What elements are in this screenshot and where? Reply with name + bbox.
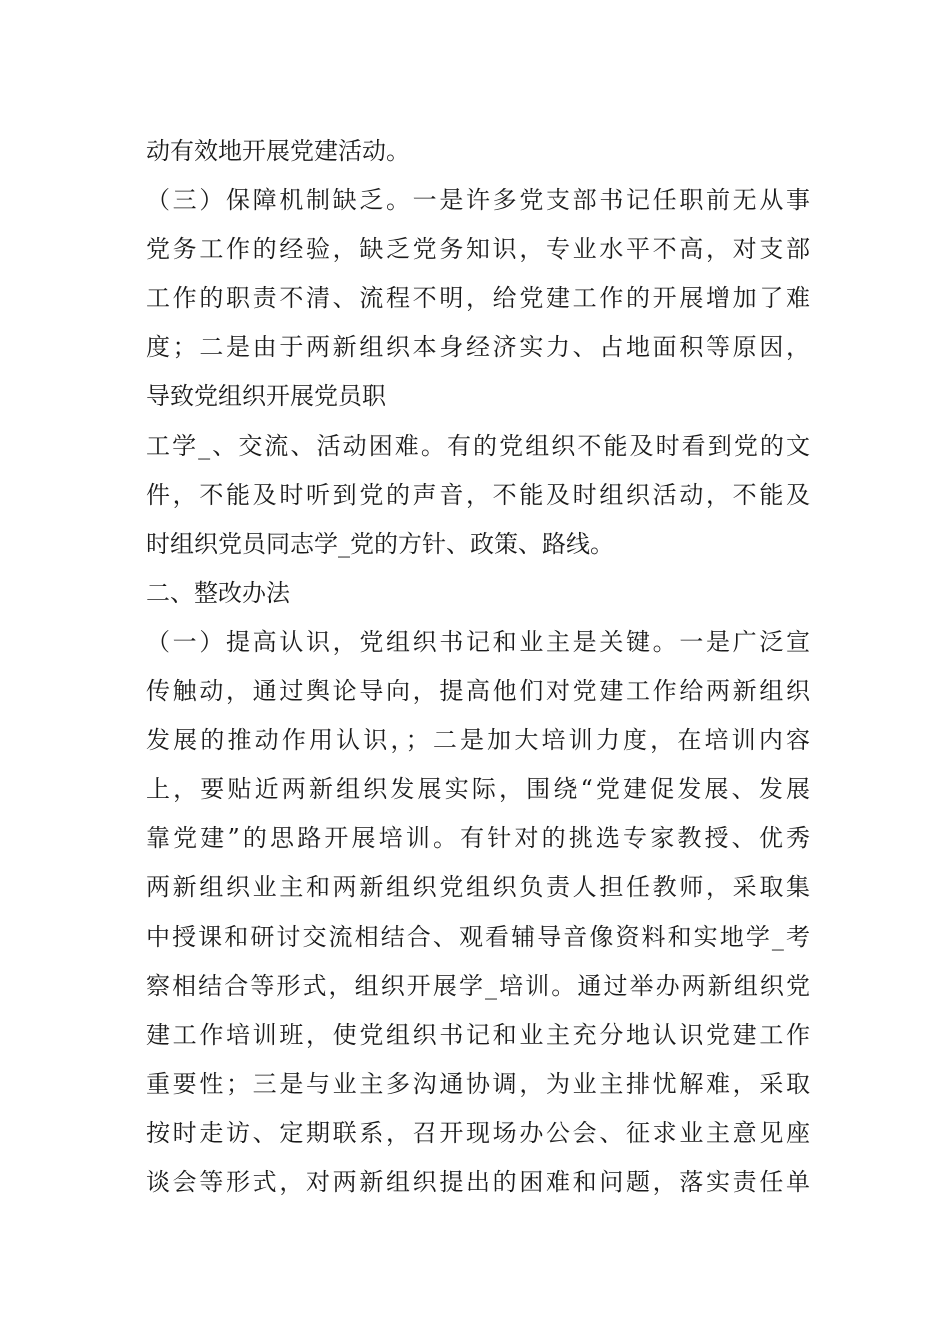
text-line: 党务工作的经验，缺乏党务知识，专业水平不高，对支部 [146, 235, 810, 264]
text-line: 度；二是由于两新组织本身经济实力、占地面积等原因， [146, 333, 810, 362]
text-line: 传触动，通过舆论导向，提高他们对党建工作给两新组织 [146, 677, 810, 706]
text-line: 时组织党员同志学_党的方针、政策、路线。 [146, 529, 614, 558]
text-line: 建工作培训班，使党组织书记和业主充分地认识党建工作 [146, 1020, 810, 1049]
text-line: 导致党组织开展党员职 [146, 382, 386, 411]
text-line: 上，要贴近两新组织发展实际，围绕“党建促发展、发展 [146, 775, 810, 804]
text-line: 件，不能及时听到党的声音，不能及时组织活动，不能及 [146, 480, 810, 509]
text-line: 靠党建”的思路开展培训。有针对的挑选专家教授、优秀 [146, 824, 810, 853]
text-line: （三）保障机制缺乏。一是许多党支部书记任职前无从事 [146, 186, 810, 215]
document-body [146, 127, 810, 1207]
text-line: 工作的职责不清、流程不明，给党建工作的开展增加了难 [146, 284, 810, 313]
section-heading: 二、整改办法 [146, 578, 290, 607]
text-line: 中授课和研讨交流相结合、观看辅导音像资料和实地学_考 [146, 922, 810, 951]
text-line: 工学_、交流、活动困难。有的党组织不能及时看到党的文 [146, 431, 810, 460]
text-line: 谈会等形式，对两新组织提出的困难和问题，落实责任单 [146, 1167, 810, 1196]
text-line: 按时走访、定期联系，召开现场办公会、征求业主意见座 [146, 1118, 810, 1147]
text-line: （一）提高认识，党组织书记和业主是关键。一是广泛宣 [146, 627, 810, 656]
text-line: 两新组织业主和两新组织党组织负责人担任教师，采取集 [146, 873, 810, 902]
text-line: 重要性；三是与业主多沟通协调，为业主排忧解难，采取 [146, 1069, 810, 1098]
text-line: 察相结合等形式，组织开展学_培训。通过举办两新组织党 [146, 971, 810, 1000]
text-line: 动有效地开展党建活动。 [146, 137, 410, 165]
text-line: 发展的推动作用认识，；二是加大培训力度，在培训内容 [146, 726, 810, 755]
